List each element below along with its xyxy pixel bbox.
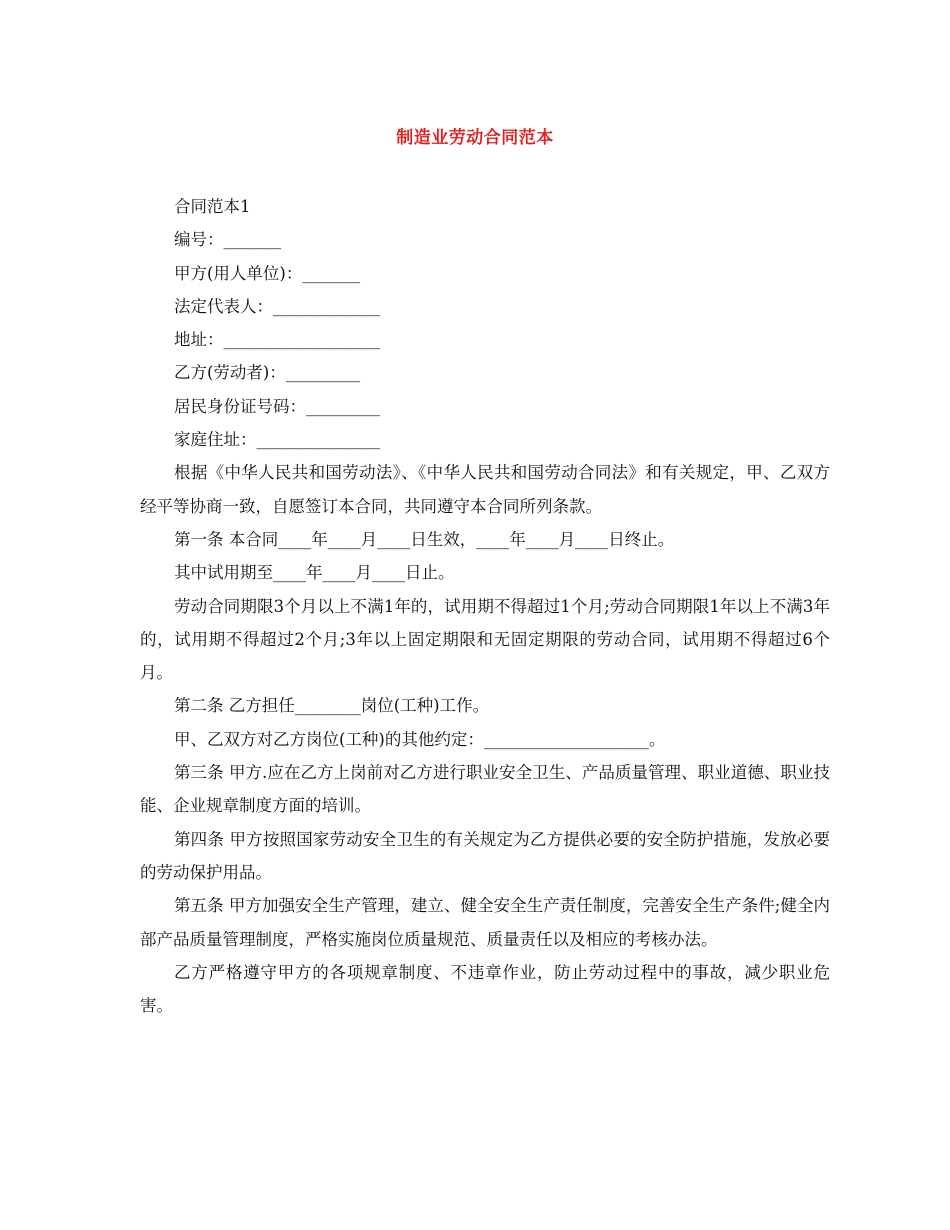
legal-representative-field: 法定代表人：_____________ <box>174 296 381 316</box>
document-body <box>140 190 830 1022</box>
employer-field: 甲方(用人单位)：_______ <box>174 263 361 283</box>
preamble-paragraph: 根据《中华人民共和国劳动法》、《中华人民共和国劳动合同法》和有关规定，甲、乙双方经平等协商一致，自愿签订本合同，共同遵守本合同所列条款。 <box>140 463 830 516</box>
id-number-field: 居民身份证号码：_________ <box>174 396 381 416</box>
address-field: 地址：___________________ <box>174 330 381 350</box>
employee-obligations-paragraph: 乙方严格遵守甲方的各项规章制度、不违章作业，防止劳动过程中的事故，减少职业危害。 <box>140 962 830 1016</box>
probation-period-paragraph: 其中试用期至____年____月____日止。 <box>174 563 455 583</box>
contract-number-field: 编号：_______ <box>174 230 282 250</box>
home-address-field: 家庭住址：_______________ <box>174 430 381 450</box>
article-2-paragraph: 第二条 乙方担任________岗位(工种)工作。 <box>174 696 490 716</box>
article-3-paragraph: 第三条 甲方.应在乙方上岗前对乙方进行职业安全卫生、产品质量管理、职业道德、职业技能、企业规章制度方面的培训。 <box>140 763 830 816</box>
employee-field: 乙方(劳动者)：_________ <box>174 363 361 383</box>
article-5-paragraph: 第五条 甲方加强安全生产管理，建立、健全安全生产责任制度，完善安全生产条件;健全内部产品质量管理制度，严格实施岗位质量规范、质量责任以及相应的考核办法。 <box>140 896 830 949</box>
article-1-paragraph: 第一条 本合同____年____月____日生效，____年____月____日终止。 <box>174 529 675 549</box>
contract-sample-heading: 合同范本1 <box>174 197 251 216</box>
probation-rules-paragraph: 劳动合同期限3个月以上不满1年的，试用期不得超过1个月;劳动合同期限1年以上不满3年的，试用期不得超过2个月;3年以上固定期限和无固定期限的劳动合同，试用期不得超过6个月。 <box>140 596 830 683</box>
document-title: 制造业劳动合同范本 <box>396 128 554 148</box>
other-agreement-paragraph: 甲、乙双方对乙方岗位(工种)的其他约定：____________________。 <box>174 729 666 749</box>
article-4-paragraph: 第四条 甲方按照国家劳动安全卫生的有关规定为乙方提供必要的安全防护措施，发放必要的劳动保护用品。 <box>140 829 830 882</box>
